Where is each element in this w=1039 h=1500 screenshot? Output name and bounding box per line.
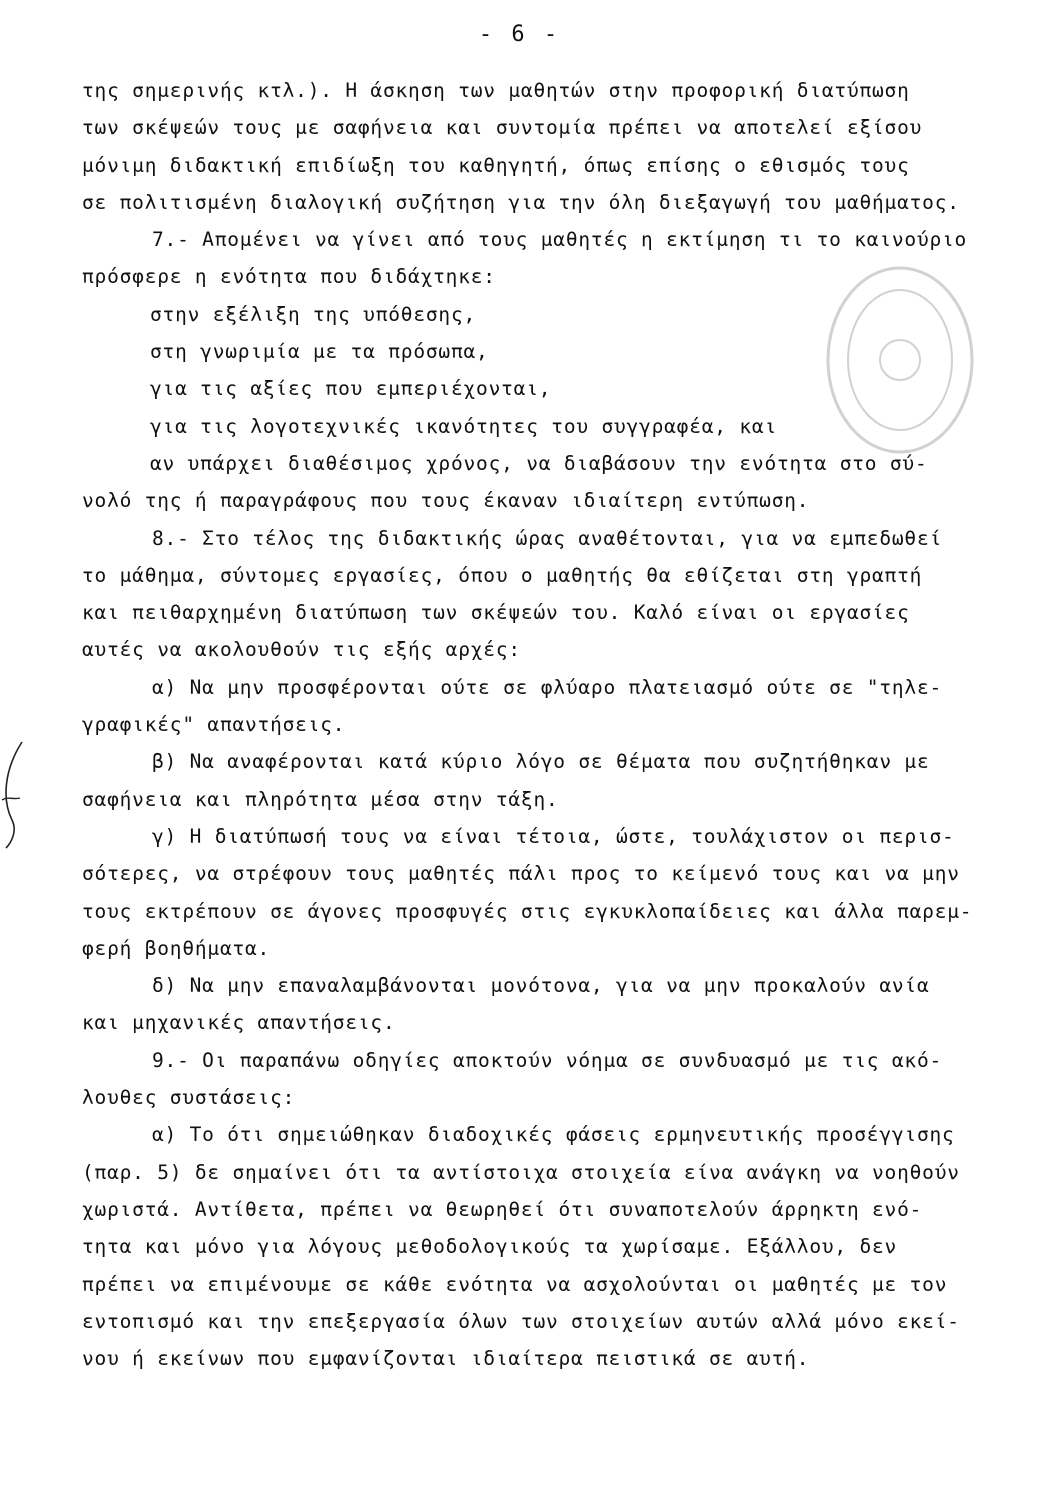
text-line: αν υπάρχει διαθέσιμος χρόνος, να διαβάσουν την ενότητα στο σύ- <box>150 451 928 475</box>
text-line: 9.- Οι παραπάνω οδηγίες αποκτούν νόημα σε συνδυασμό με τις ακό- <box>152 1048 943 1072</box>
text-line: α) Να μην προσφέρονται ούτε σε φλύαρο πλατειασμό ούτε σε "τηλε- <box>152 675 943 699</box>
text-line: σαφήνεια και πληρότητα μέσα στην τάξη. <box>82 787 559 811</box>
text-line: (παρ. 5) δε σημαίνει ότι τα αντίστοιχα στοιχεία είνα ανάγκη να νοηθούν <box>82 1160 960 1184</box>
text-line: γραφικές" απαντήσεις. <box>82 713 346 737</box>
text-line: α) Το ότι σημειώθηκαν διαδοχικές φάσεις ερμηνευτικής προσέγγισης <box>152 1123 955 1147</box>
text-line: μόνιμη διδακτική επιδίωξη του καθηγητή, όπως επίσης ο εθισμός τους <box>82 153 910 177</box>
text-line: αυτές να ακολουθούν τις εξής αρχές: <box>82 638 521 662</box>
text-line: πρόσφερε η ενότητα που διδάχτηκε: <box>82 265 496 289</box>
text-line: λουθες συστάσεις: <box>82 1086 296 1110</box>
text-line: της σημερινής κτλ.). Η άσκηση των μαθητών στην προφορική διατύπωση <box>82 79 910 102</box>
text-line: και πειθαρχημένη διατύπωση των σκέψεών του. Καλό είναι οι εργασίες <box>82 601 910 625</box>
text-line: 8.- Στο τέλος της διδακτικής ώρας αναθέτονται, για να εμπεδωθεί <box>152 526 943 550</box>
document-body <box>82 72 982 1377</box>
text-line: 7.- Απομένει να γίνει από τους μαθητές η εκτίμηση τι το καινούριο <box>152 228 968 252</box>
handwritten-margin-mark-icon <box>0 740 30 850</box>
text-line: χωριστά. Αντίθετα, πρέπει να θεωρηθεί ότι συναποτελούν άρρηκτη ενό- <box>82 1197 923 1221</box>
text-line: για τις λογοτεχνικές ικανότητες του συγγραφέα, και <box>150 414 777 438</box>
text-line: και μηχανικές απαντήσεις. <box>82 1011 396 1035</box>
page-number: - 6 - <box>478 22 561 47</box>
text-line: τητα και μόνο για λόγους μεθοδολογικούς τα χωρίσαμε. Εξάλλου, δεν <box>82 1235 898 1259</box>
text-line: εντοπισμό και την επεξεργασία όλων των στοιχείων αυτών αλλά μόνο εκεί- <box>82 1309 960 1333</box>
text-line: β) Να αναφέρονται κατά κύριο λόγο σε θέματα που συζητήθηκαν με <box>152 750 930 774</box>
text-line: στη γνωριμία με τα πρόσωπα, <box>150 340 489 364</box>
text-line: νολό της ή παραγράφους που τους έκαναν ιδιαίτερη εντύπωση. <box>82 489 810 513</box>
text-line: σε πολιτισμένη διαλογική συζήτηση για την όλη διεξαγωγή του μαθήματος. <box>82 190 960 214</box>
text-line: για τις αξίες που εμπεριέχονται, <box>150 377 552 401</box>
text-line: δ) Να μην επαναλαμβάνονται μονότονα, για να μην προκαλούν ανία <box>152 974 930 998</box>
text-line: πρέπει να επιμένουμε σε κάθε ενότητα να ασχολούνται οι μαθητές με τον <box>82 1272 948 1296</box>
text-line: το μάθημα, σύντομες εργασίες, όπου ο μαθητής θα εθίζεται στη γραπτή <box>82 563 923 587</box>
text-line: τους εκτρέπουν σε άγονες προσφυγές στις εγκυκλοπαίδειες και άλλα παρεμ- <box>82 899 973 923</box>
text-line: γ) Η διατύπωσή τους να είναι τέτοια, ώστε, τουλάχιστον οι περισ- <box>152 824 955 848</box>
text-line: των σκέψεών τους με σαφήνεια και συντομία πρέπει να αποτελεί εξίσου <box>82 116 923 140</box>
text-line: φερή βοηθήματα. <box>82 936 271 960</box>
text-line: στην εξέλιξη της υπόθεσης, <box>150 302 477 326</box>
text-line: νου ή εκείνων που εμφανίζονται ιδιαίτερα πειστικά σε αυτή. <box>82 1347 810 1371</box>
text-line: σότερες, να στρέφουν τους μαθητές πάλι προς το κείμενό τους και να μην <box>82 862 960 886</box>
